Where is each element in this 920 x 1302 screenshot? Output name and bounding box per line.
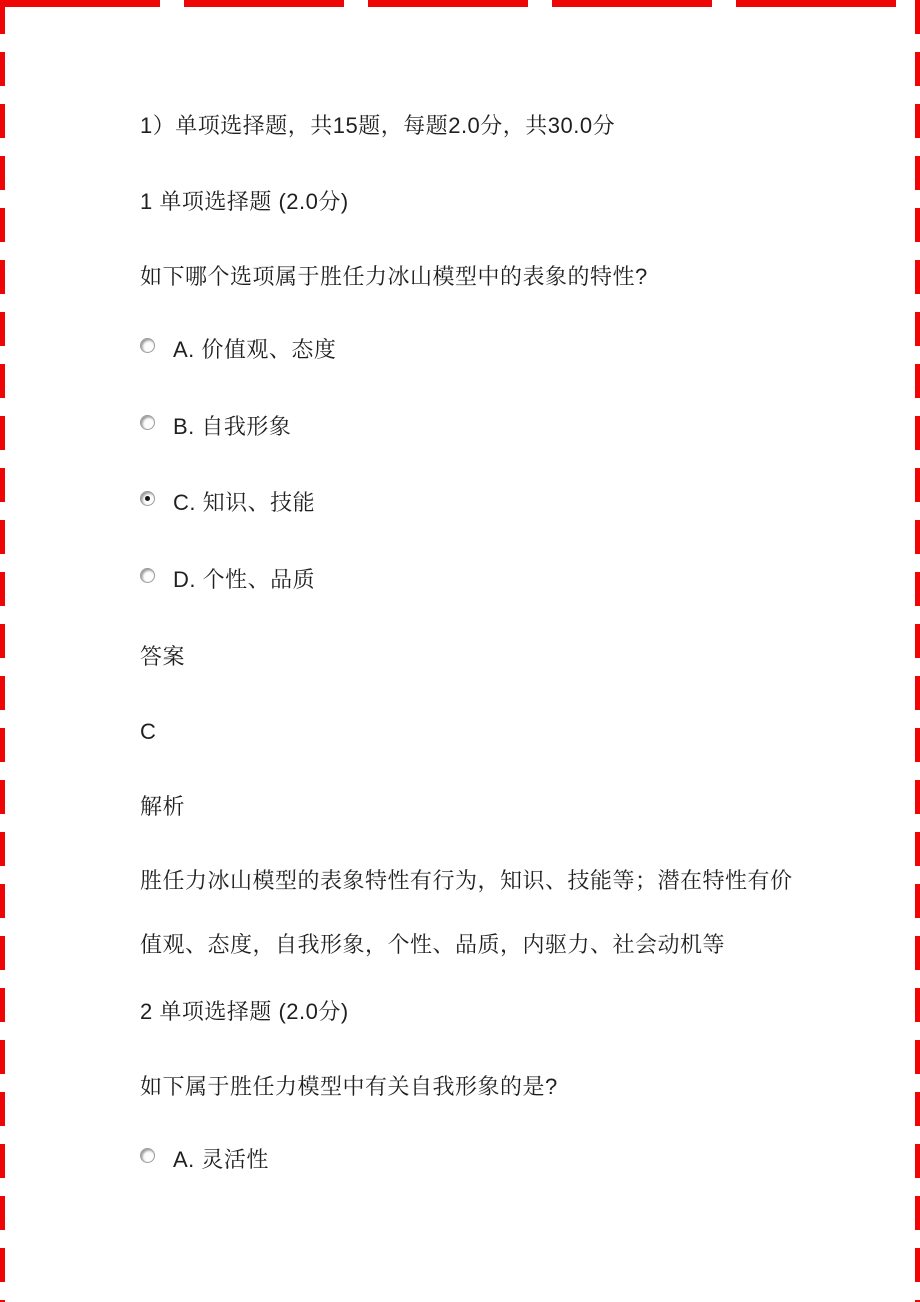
answer-value: C (140, 719, 157, 744)
question2-option-a[interactable] (140, 1145, 820, 1175)
answer-label: 答案 (140, 644, 186, 669)
question1-text: 如下哪个选项属于胜任力冰山模型中的表象的特性? (140, 264, 648, 289)
question2-header: 2 单项选择题 (2.0分) (140, 999, 349, 1024)
question1-option-a[interactable] (140, 335, 820, 365)
page-border-right (915, 0, 920, 1302)
radio-button-icon[interactable] (140, 568, 155, 583)
analysis-text-line1: 胜任力冰山模型的表象特性有行为，知识、技能等；潜在特性有价 (140, 868, 793, 893)
radio-button-icon[interactable] (140, 415, 155, 430)
question2-text: 如下属于胜任力模型中有关自我形象的是? (140, 1074, 558, 1099)
analysis-label: 解析 (140, 794, 186, 819)
radio-button-checked-icon[interactable] (140, 491, 155, 506)
question1-option-b[interactable] (140, 412, 820, 442)
option-label: D. 个性、品质 (173, 567, 316, 592)
question1-option-c[interactable] (140, 488, 820, 518)
page-border-left (0, 0, 5, 1302)
option-label: A. 灵活性 (173, 1147, 269, 1172)
option-label: B. 自我形象 (173, 414, 292, 439)
radio-button-icon[interactable] (140, 1148, 155, 1163)
option-label: C. 知识、技能 (173, 490, 316, 515)
option-label: A. 价值观、态度 (173, 337, 337, 362)
section-header: 1）单项选择题，共15题，每题2.0分，共30.0分 (140, 113, 616, 138)
question1-option-d[interactable] (140, 565, 820, 595)
analysis-text-line2: 值观、态度，自我形象，个性、品质，内驱力、社会动机等 (140, 932, 726, 957)
radio-button-icon[interactable] (140, 338, 155, 353)
question1-header: 1 单项选择题 (2.0分) (140, 189, 349, 214)
page-border-top (0, 0, 920, 7)
